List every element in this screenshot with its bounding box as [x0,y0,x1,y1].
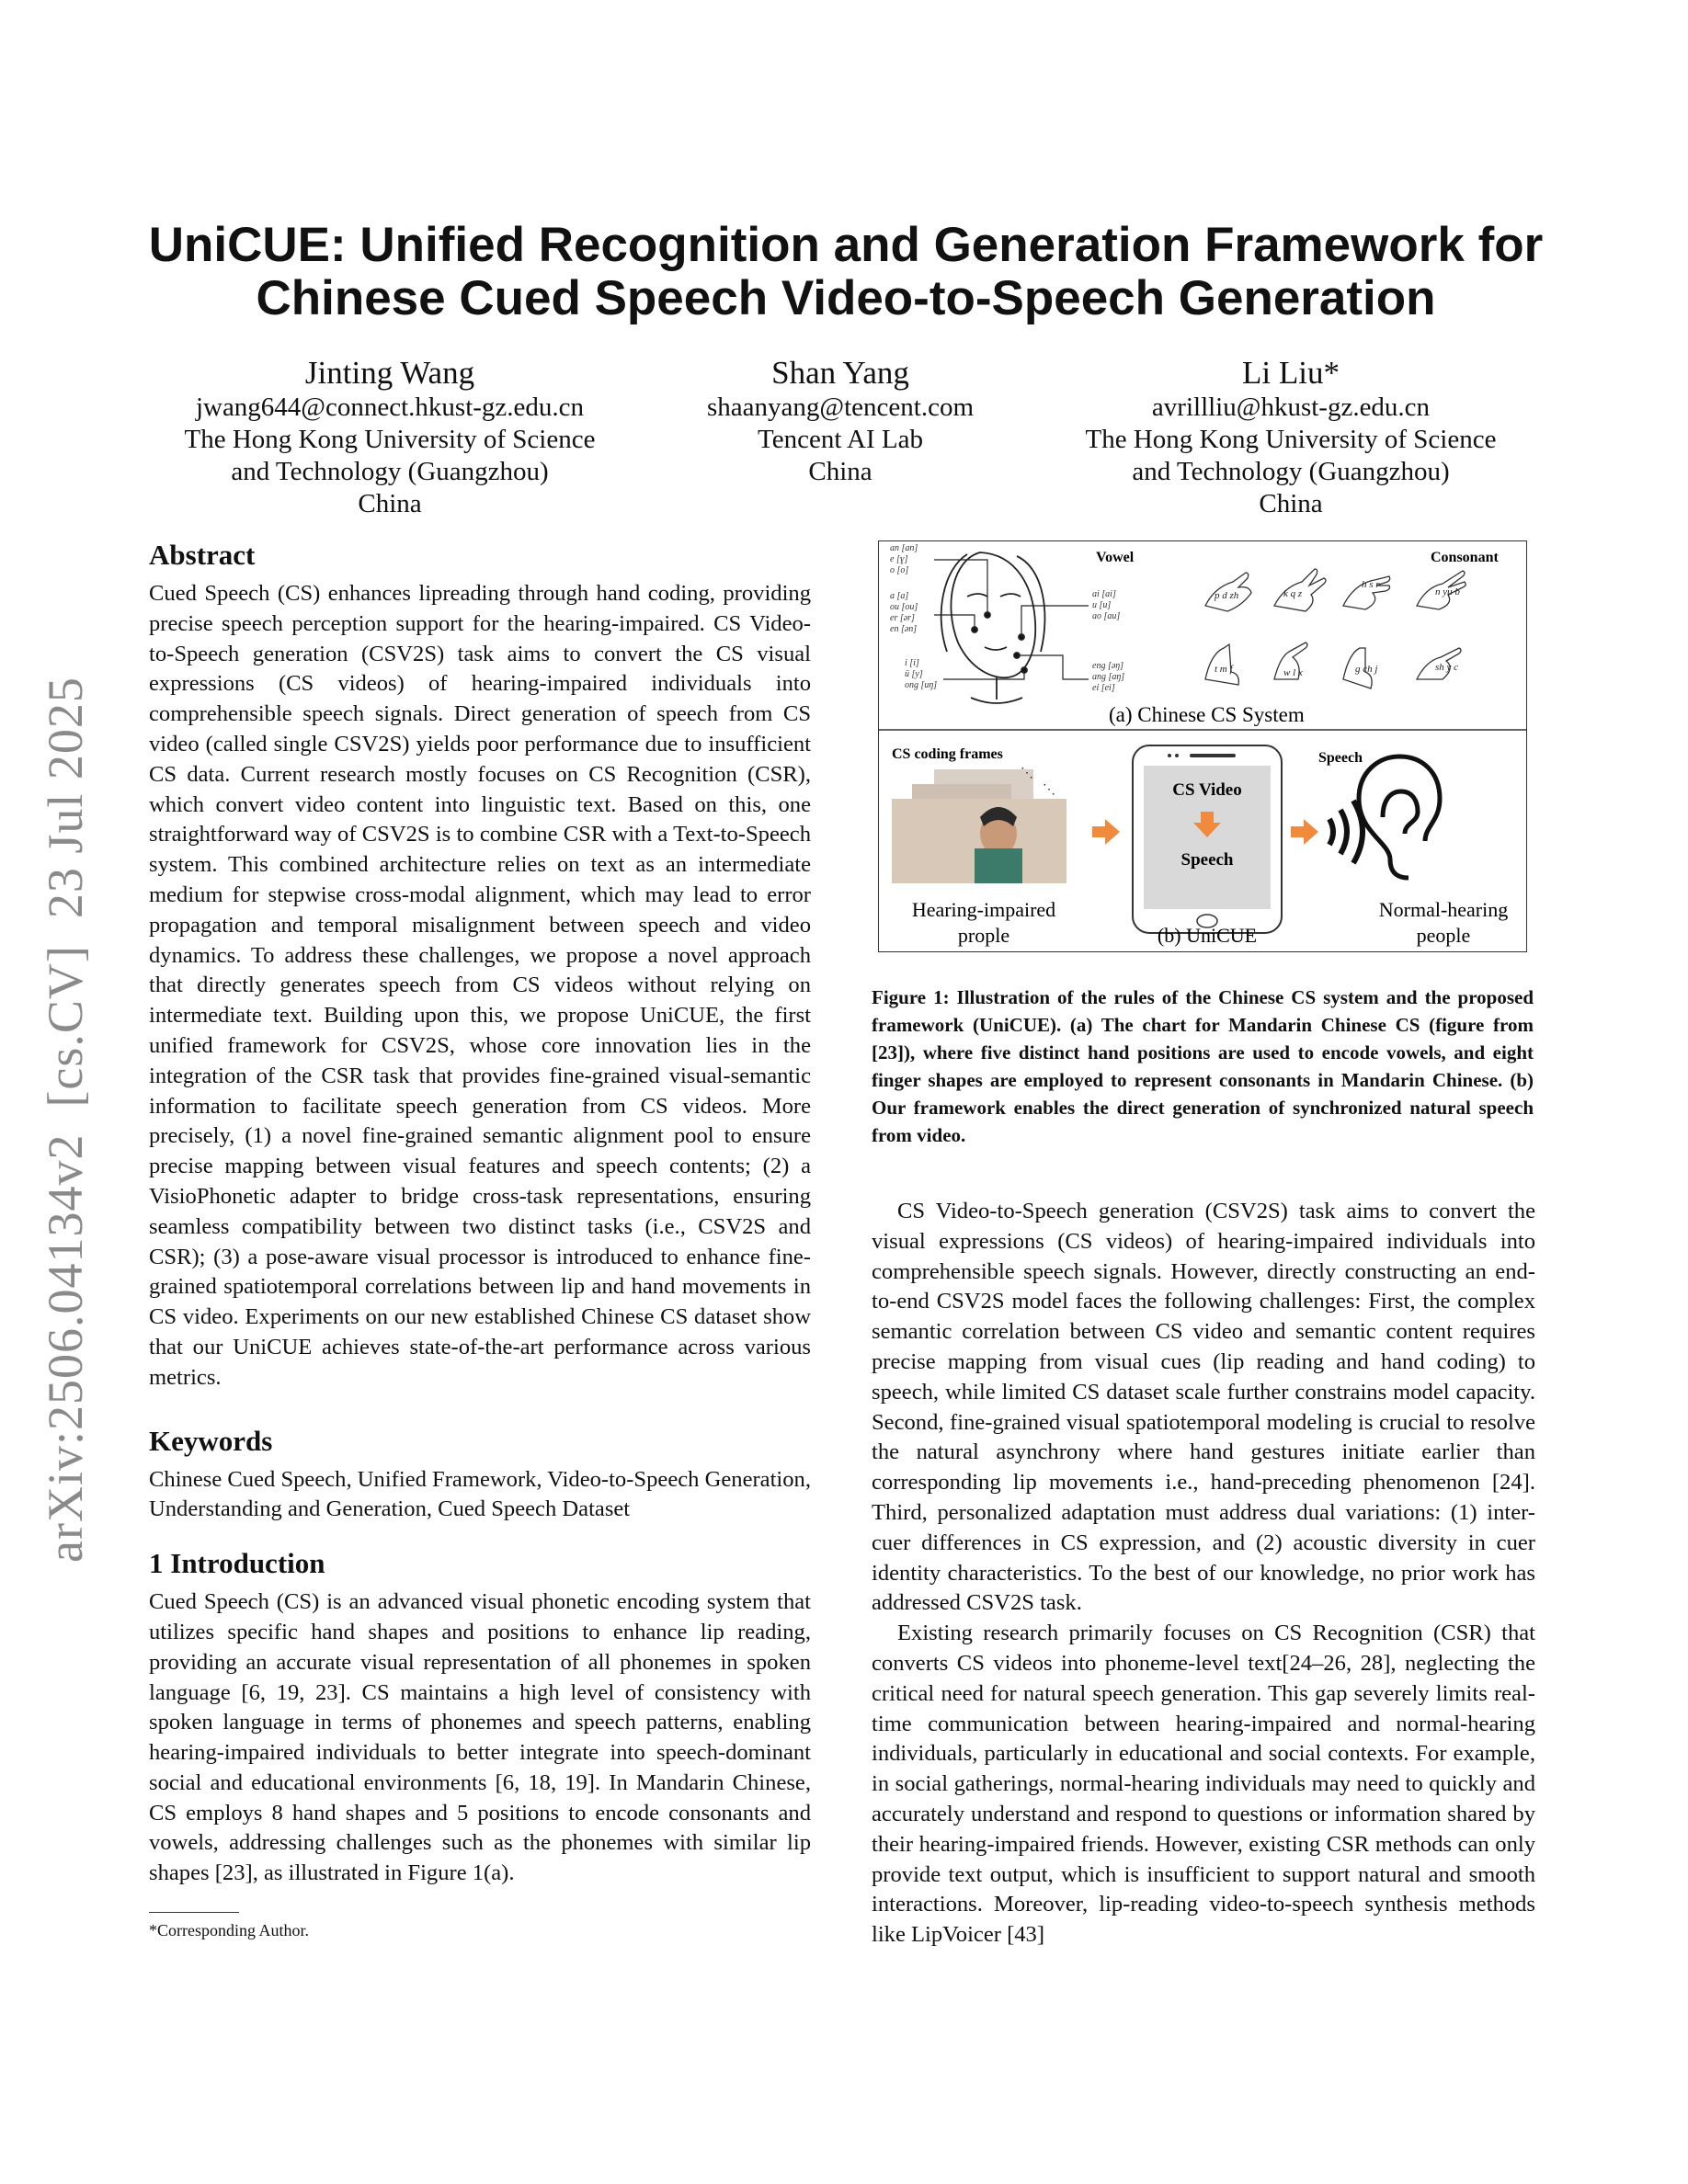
vowel-text: ao [au] [1092,611,1121,621]
vowel-text: er [ər] [890,613,915,623]
consonant-text: w l x [1283,667,1303,678]
vowel-text: e [ɣ] [890,554,908,564]
vowel-text: ü [y] [905,669,923,679]
vowel-text: ai [ai] [1092,589,1116,599]
vowel-text: ong [uŋ] [905,680,938,690]
arrow-right-icon [1291,819,1318,845]
abstract-text: Cued Speech (CS) enhances lipreading through hand coding, providing precise speech perception support for the hearing-impaired. CS Video-to-Speech generation (CSV2S) task aims to convert the CS visual expressions (CS videos) of hearing-impaired individuals into comprehensible speech signals. Direct generation of speech from CS video (called single CSV2S) yields poor performance due to insufficient CS data. Current research mostly focuses on CS Recognition (CSR), which convert video content into linguistic text. Based on this, one straightforward way of CSV2S is to combine CSR with a Text-to-Speech system. This combined architecture relies on text as an intermediate medium for stepwise cross-modal alignment, which may lead to error propagation and temporal misalignment between speech and video dynamics. To address these challenges, we propose a novel approach that directly generates speech from CS videos without relying on intermediate text. Building upon this, we propose UniCUE, the first unified framework for CSV2S, whose core innovation lies in the integration of the CSR task that provides fine-grained visual-semantic information to facilitate speech generation from CS videos. More precisely, (1) a novel fine-grained semantic alignment pool to ensure precise mapping between visual features and speech contents; (2) a VisioPhonetic adapter to bridge cross-task representations, ensuring seamless compatibility between two distinct tasks (i.e., CSV2S and CSR); (3) a pose-aware visual processor is introduced to enhance fine-grained spatiotemporal correlations between lip and hand movements in CS video. Experiments on our new established Chinese CS dataset show that our UniCUE achieves state-of-the-art performance across various metrics. [149,581,811,1390]
footnote: *Corresponding Author. [149,1921,309,1939]
consonant-text: k q z [1283,588,1303,599]
keywords-text: Chinese Cued Speech, Unified Framework, Video-to-Speech Generation, Understanding and Generation, Cued Speech Dataset [149,1466,811,1522]
right-paragraph-2: Existing research primarily focuses on CS Recognition (CSR) that converts CS videos into phoneme-level text[24–26, 28], neglecting the critical need for natural speech generation. This gap severely limits real-time communication between hearing-impaired and normal-hearing individuals, particularly in educational and social contexts. For example, in social gatherings, normal-hearing individuals may need to quickly and accurately understand and respond to questions or information shared by their hearing-impaired friends. However, existing CSR methods can only provide text output, which is insufficient to support natural and smooth interactions. Moreover, lip-reading video-to-speech synthesis methods like LipVoicer [43] [872,1621,1535,1948]
figure-1 [878,540,1527,952]
vowel-text: eng [əŋ] [1092,661,1123,671]
author-email: jwang644@connect.hkust-gz.edu.cn [195,392,585,422]
consonant-text: n yu b [1435,586,1460,597]
author-country: China [1259,489,1323,518]
vowel-text: ou [ou] [890,602,918,612]
vowel-connector-lines [934,560,1089,679]
coding-frames-label: CS coding frames [892,746,1003,762]
author-name: Jinting Wang [304,355,475,391]
vowel-text: o [o] [890,565,909,575]
title-line-2: Chinese Cued Speech Video-to-Speech Generation [256,271,1436,325]
consonant-hand-shapes [1205,569,1466,688]
author-name: Li Liu* [1242,355,1340,391]
vowel-text: u [u] [1092,600,1112,610]
normal-hearing-label: people [1416,924,1471,947]
subcaption-a: (a) Chinese CS System [1109,703,1305,726]
title-line-1: UniCUE: Unified Recognition and Generation Framework for [148,218,1544,272]
author-country: China [808,457,873,486]
right-column [872,1197,1535,1951]
vowel-key-left [890,543,937,690]
hearing-impaired-label: prople [957,924,1010,947]
author-block-1 [151,357,629,520]
right-paragraph-1: CS Video-to-Speech generation (CSV2S) task aims to convert the visual expressions (CS videos) of hearing-impaired individuals into comprehensible speech signals. However, directly constructing an end-to-end CSV2S model faces the following challenges: First, the complex semantic correlation between CS video and semantic content requires precise mapping from visual cues (lip reading and hand coding) to speech, while limited CS dataset scale further constrains model capacity. Second, fine-grained visual spatiotemporal modeling is crucial to resolve the natural asynchrony where hand gestures initiate earlier than corresponding lip movements i.e., hand-preceding phenomenon [24]. Third, personalized adaptation must address dual variations: (1) inter-cuer differences in CS expression, and (2) acoustic diversity in cuer identity characteristics. To the best of our knowledge, no prior work has addressed CSV2S task. [872,1199,1535,1616]
subcaption-b: (b) UniCUE [1157,924,1258,947]
arrow-right-icon [1092,819,1120,845]
consonant-text: g ch j [1355,664,1378,675]
author-country: China [358,489,422,518]
phone-video-label: CS Video [1172,780,1242,800]
arxiv-sidebar-id: arXiv:2506.04134v2 [cs.CV] 23 Jul 2025 [38,677,93,1563]
phone-illustration [1133,745,1282,933]
introduction-text: Cued Speech (CS) is an advanced visual phonetic encoding system that utilizes specific hand shapes and positions to enhance lip reading, providing an accurate visual representation of all phonemes in spoken language [6, 19, 23]. CS maintains a high level of consistency with spoken language in terms of phonemes and speech patterns, enabling hearing-impaired individuals to better integrate into speech-dominant social and educational environments [6, 18, 19]. In Mandarin Chinese, CS employs 8 hand shapes and 5 positions to encode consonants and vowels, addressing challenges such as the phonemes with similar lip shapes [23], as illustrated in Figure 1(a). [149,1589,811,1886]
person-body [975,848,1022,883]
consonant-label: Consonant [1431,550,1499,565]
author-affiliation: and Technology (Guangzhou) [1132,457,1450,486]
figure-1-drawing [879,541,1526,951]
vowel-text: i [i] [905,658,919,668]
svg-text:⋱: ⋱ [1043,781,1055,796]
keywords-heading: Keywords [149,1424,273,1457]
svg-text:⋱: ⋱ [1021,765,1033,779]
speech-label: Speech [1318,750,1363,766]
vowel-label: Vowel [1096,550,1135,565]
consonant-text: sh y c [1435,662,1459,673]
figure-1-caption: Figure 1: Illustration of the rules of the Chinese CS system and the proposed framework (UniCUE). (a) The chart for Mandarin Chinese CS (figure from [23]), where five distinct hand positions are used to encode vowels, and eight finger shapes are employed to represent consonants in Mandarin Chinese. (b) Our framework enables the direct generation of synchronized natural speech from video. [872,986,1534,1146]
video-frames [892,765,1066,883]
abstract-heading: Abstract [149,539,256,571]
footnote-rule [149,1912,239,1913]
author-affiliation: Tencent AI Lab [758,425,923,454]
normal-hearing-label: Normal-hearing [1378,898,1509,921]
author-affiliation: The Hong Kong University of Science [1085,425,1497,454]
author-affiliation: The Hong Kong University of Science [184,425,596,454]
consonant-text: t m f [1215,664,1233,675]
author-affiliation: and Technology (Guangzhou) [231,457,549,486]
consonant-text: p d zh [1215,590,1239,601]
vowel-text: a [a] [890,591,909,601]
vowel-text: an [an] [890,543,918,553]
author-block-3 [1052,357,1530,520]
face-illustration [941,552,1045,703]
author-block-2 [601,357,1079,488]
consonant-text: h s r [1362,579,1380,590]
phone-speech-label: Speech [1180,850,1234,870]
hearing-impaired-label: Hearing-impaired [911,898,1056,921]
introduction-heading: 1 Introduction [149,1547,325,1580]
author-email: shaanyang@tencent.com [706,392,974,422]
left-column [149,539,811,1889]
author-email: avrillliu@hkust-gz.edu.cn [1151,392,1431,422]
paper-title [110,219,1581,325]
author-name: Shan Yang [771,355,909,391]
vowel-text: ang [aŋ] [1092,672,1125,682]
ear-icon [1359,756,1440,878]
vowel-text: en [ən] [890,624,918,634]
vowel-text: ei [ei] [1092,683,1115,693]
sound-waves-icon [1329,801,1363,863]
vowel-key-right [1092,589,1124,693]
